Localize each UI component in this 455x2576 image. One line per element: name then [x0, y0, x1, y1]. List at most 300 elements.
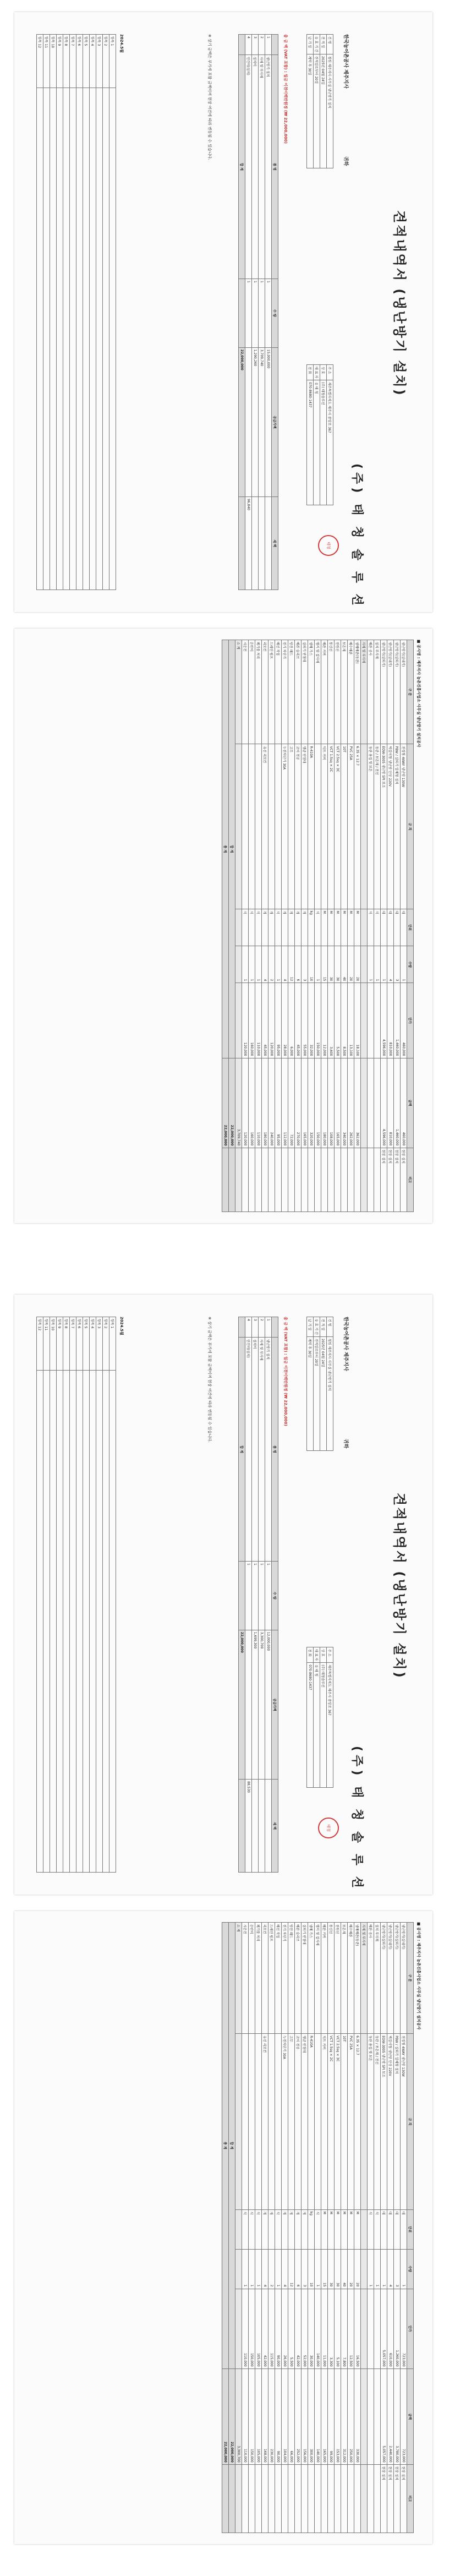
items-header-row [272, 35, 278, 590]
detail-cell: 동관 용접 및 보온 [368, 744, 374, 909]
detail-cell: 1 [374, 2249, 381, 2289]
detail-cell: 식 [255, 909, 262, 946]
detail-row [235, 640, 242, 1212]
detail-cell: 1 [249, 2249, 255, 2289]
detail-cell: 방진 패드 [288, 640, 295, 744]
detail-row [354, 1923, 361, 2533]
detail-cell: 30,000 [308, 2289, 315, 2368]
detail-cell: 1 [275, 946, 282, 983]
detail-cell: VCT 1.5sq × 2C [328, 2034, 335, 2209]
detail-cell: PVC 25A [348, 744, 354, 909]
detail-cell: 120,000 [242, 1058, 249, 1148]
detail-cell: 180,000 [262, 1058, 268, 1148]
detail-col-header: 비고 [407, 1148, 414, 1211]
detail-cell: 16,500 [354, 2289, 361, 2368]
side-row: 항목 4 [90, 1317, 96, 1873]
detail-cell: 1,260,000 [394, 2289, 401, 2368]
detail-col-header: 단가 [407, 2289, 414, 2368]
detail-cell: 250,000 [348, 2368, 354, 2464]
detail-row [288, 1923, 295, 2533]
quote-page-2 [14, 1295, 432, 1895]
detail-cell: 전원선 [335, 640, 341, 744]
detail-cell: 배선 작업 [275, 640, 282, 744]
detail-cell: 대 [394, 2209, 401, 2249]
quote-page-1 [14, 12, 432, 612]
detail-cell [368, 2464, 374, 2533]
detail-cell: 실외기 받침대 [301, 1923, 308, 2034]
detail-row [374, 640, 381, 1212]
detail-cell: 160,000 [249, 983, 255, 1058]
detail-cell [368, 1148, 374, 1211]
detail-cell: 10T [341, 744, 348, 909]
detail-cell: 3 [301, 946, 308, 983]
detail-cell: 천정형 4WAY 냉난방 130W [401, 744, 407, 909]
detail-cell: 2 [268, 946, 275, 983]
detail-cell: 6 [295, 946, 301, 983]
detail-cell: 리모컨 [262, 640, 268, 744]
detail-cell: 1 [249, 946, 255, 983]
detail-row [387, 640, 394, 1212]
detail-cell [242, 2464, 249, 2533]
detail-cell: 723,000 [401, 2289, 407, 2368]
detail-cell [341, 2464, 348, 2533]
detail-row [282, 1923, 288, 2533]
side-row: 항목 11 [43, 1317, 50, 1873]
side-row: 항목 7 [70, 1317, 76, 1873]
detail-cell: 시운전 [242, 640, 249, 744]
detail-cell [361, 2034, 368, 2209]
total-value: 22,000,000 [222, 1058, 229, 1148]
company-seal: 태청 [318, 535, 339, 556]
detail-cell: 대 [401, 909, 407, 946]
detail-cell: 13,100 [348, 983, 354, 1058]
detail-cell: 1 [374, 946, 381, 983]
total-label: 합 계 [229, 1923, 235, 2369]
detail-cell: 6.35 × 12.7 [354, 744, 361, 909]
detail-cell: 99,000 [328, 2368, 335, 2464]
side-row: 항목 3 [96, 1317, 103, 1873]
detail-cell: 폐기물 처리 [255, 1923, 262, 2034]
detail-cell [374, 2464, 381, 2533]
detail-col-header: 금액 [407, 1058, 414, 1148]
detail-cell: 610,000 [387, 2289, 394, 2368]
detail-cell [235, 983, 242, 1058]
detail-cell [275, 2464, 282, 2533]
detail-cell [354, 1148, 361, 1211]
quote-items-table [238, 1317, 278, 1873]
detail-cell: M [348, 909, 354, 946]
detail-cell: 120,000 [268, 983, 275, 1058]
detail-cell: 105,000 [255, 2368, 262, 2464]
detail-cell [255, 1148, 262, 1211]
detail-cell: 3 [394, 2249, 401, 2289]
side-row: 항목 9 [57, 35, 63, 590]
detail-cell: 140,000 [315, 2289, 321, 2368]
detail-cell: 4 [282, 2249, 288, 2289]
detail-cell: 설치 부자재 [374, 1923, 381, 2034]
detail-cell: 현장 설치 [387, 1148, 394, 1211]
detail-row [394, 640, 401, 1212]
detail-cell: 6.35 × 12.7 [354, 2034, 361, 2209]
detail-cell: EOW-3005 냉난방 SPI 보조 [381, 744, 387, 909]
side-row: 항목 4 [90, 35, 96, 590]
detail-cell: 냉난방기(실외기) [381, 1923, 387, 2034]
side-row: 항목 12 [37, 1317, 43, 1873]
company-name: (주) 태 청 솔 루 션 [350, 1746, 364, 1891]
detail-cell: 7,800 [341, 2289, 348, 2368]
total-label: 총 계 [222, 1923, 229, 2369]
detail-cell [368, 1058, 374, 1148]
detail-cell [368, 2289, 374, 2368]
quote-page-1-content [14, 12, 432, 612]
detail-cell: 12 [288, 2249, 295, 2289]
detail-cell: 150,000 [249, 2368, 255, 2464]
detail-row [374, 1923, 381, 2533]
detail-row [315, 640, 321, 1212]
detail-cell: 90,000 [275, 2368, 282, 2464]
detail-cell: 95,000 [275, 983, 282, 1058]
detail-cell: 현장 설치 [401, 1148, 407, 1211]
detail-cell: 3,300 [328, 2289, 335, 2368]
item-row: 3 설치비 1 1,699,300 [252, 1317, 259, 1873]
detail-cell [354, 2464, 361, 2533]
detail-cell: 312,000 [341, 2368, 348, 2464]
detail-cell: 앵커 및 잡자재 [315, 640, 321, 744]
supplier-row: 전 화 070-8680-1437 [307, 365, 314, 505]
detail-cell: 30 [335, 2249, 341, 2289]
detail-cell: 5,500 [288, 2289, 295, 2368]
detail-cell: 드레인 펌프 [268, 1923, 275, 2034]
detail-cell: 108,000 [328, 1058, 335, 1148]
detail-cell [361, 909, 368, 946]
detail-cell: 동관 / 보온재 / 전선 [374, 2034, 381, 2209]
detail-cell: 26,000 [282, 2289, 288, 2368]
total-value: 22,000,000 [229, 2368, 235, 2464]
side-row: 항목 12 [37, 35, 43, 590]
detail-cell: 30 [328, 2249, 335, 2289]
detail-cell: 운반비 [249, 1923, 255, 2034]
detail-cell: 운반비 [249, 640, 255, 744]
detail-cell [361, 2209, 368, 2249]
detail-row [268, 1923, 275, 2533]
detail-cell [288, 1148, 295, 1211]
quote-items-table [238, 34, 278, 590]
detail-cell: 8,500 [341, 983, 348, 1058]
detail-cell: 고무 [288, 2034, 295, 2209]
col-header: 품 명 [272, 1338, 278, 1562]
detail-cell: 냉난방기(실내기) [401, 640, 407, 744]
detail-cell [315, 1148, 321, 1211]
detail-row [381, 640, 387, 1212]
detail-cell [249, 2464, 255, 2533]
detail-cell [235, 1148, 242, 1211]
detail-cell: 냉난방기(실외기) [381, 640, 387, 744]
recipient [343, 34, 350, 166]
detail-cell: 폐기물 처리 [255, 640, 262, 744]
detail-cell: 168,000 [262, 2368, 268, 2464]
detail-cell [328, 2464, 335, 2533]
recipient-name: 한국농어촌공사 제주지사 [343, 34, 348, 89]
detail-cell: 식 [249, 2209, 255, 2249]
detail-cell: 앵글 받침대 [301, 2034, 308, 2209]
detail-cell: 3 [301, 2249, 308, 2289]
detail-cell: 대 [387, 2209, 394, 2249]
col-header: 공급가액 [272, 347, 278, 496]
detail-cell: 드레인 펌프 [268, 640, 275, 744]
detail-row [354, 640, 361, 1212]
detail-cell: 11,000 [321, 2289, 328, 2368]
detail-cell: 고무 [288, 744, 295, 909]
quote-title: 견적내역서 (냉난방기 설치) [392, 210, 407, 397]
detail-cell: 자재 및 부자재 [361, 640, 368, 744]
detail-cell: 150,000 [315, 983, 321, 1058]
detail-cell: 150,000 [249, 2289, 255, 2368]
detail-cell: 52,000 [301, 2289, 308, 2368]
col-header: 공급가액 [272, 1630, 278, 1779]
detail-cell [341, 1148, 348, 1211]
detail-col-header: 수량 [407, 2249, 414, 2289]
detail-cell: 벽걸이형 냉난방 단상 220V [387, 744, 394, 909]
detail-row [295, 1923, 301, 2533]
detail-cell: 3,600 [328, 983, 335, 1058]
detail-cell: M [335, 909, 341, 946]
detail-cell: 대 [381, 909, 387, 946]
detail-cell: 2,440,000 [387, 2368, 394, 2464]
detail-cell [321, 2464, 328, 2533]
item-row: 1 냉난방기 설치 1 15,000,000 [265, 35, 272, 590]
detail-cell: 165,000 [335, 1058, 341, 1148]
quote-info-table [306, 34, 333, 168]
side-row: 항목 11 [43, 35, 50, 590]
detail-cell: 723,000 [401, 2368, 407, 2464]
detail-row [321, 640, 328, 1212]
detail-cell [249, 1148, 255, 1211]
side-row: 항목 7 [70, 35, 76, 590]
detail-row [249, 1923, 255, 2533]
detail-cell [262, 1148, 268, 1211]
detail-row [255, 1923, 262, 2533]
detail-cell: 배수배관 [348, 640, 354, 744]
side-row: 항목 9 [57, 1317, 63, 1873]
detail-cell [275, 1148, 282, 1211]
detail-cell: 배관 슬리브 [295, 640, 301, 744]
detail-cell [374, 1058, 381, 1148]
detail-cell: 4 [262, 2249, 268, 2289]
detail-cell: 3,780,000 [394, 2368, 401, 2464]
detail-row [308, 640, 315, 1212]
detail-cell: 1 [242, 946, 249, 983]
items-header-row [272, 1317, 278, 1873]
side-row: 항목 8 [63, 35, 70, 590]
detail-cell: 330,000 [354, 2368, 361, 2464]
detail-cell: 방진 패드 [288, 1923, 295, 2034]
detail-cell: 배관 슬리브 [295, 1923, 301, 2034]
detail-cell [275, 2034, 282, 2209]
detail-cell: 4,596,000 [381, 1058, 387, 1148]
detail-row [387, 1923, 394, 2533]
detail-cell [255, 2034, 262, 2209]
detail-cell: 1,460,000 [394, 983, 401, 1058]
detail-cell: 설치 부자재 [374, 640, 381, 744]
detail-cell: 120,000 [242, 983, 249, 1058]
detail-heading: ■ 공사명 : 제주지사 농촌진흥사업소 사무실 냉난방기 설치공사 [416, 640, 421, 747]
detail-table [222, 640, 414, 1212]
detail-cell: 식 [374, 909, 381, 946]
detail-row [301, 640, 308, 1212]
side-label: 2024.5월 [119, 1317, 124, 1335]
detail-cell: 165,000 [321, 2368, 328, 2464]
detail-cell: 4 [282, 946, 288, 983]
detail-cell [361, 744, 368, 909]
detail-cell: 10 [308, 2249, 315, 2289]
side-row: 항목 10 [50, 35, 57, 590]
detail-cell: 전원선 [335, 1923, 341, 2034]
detail-cell: 현장 설치 [381, 2464, 387, 2533]
detail-cell [374, 983, 381, 1058]
detail-cell: 개 [268, 909, 275, 946]
detail-cell: 72,000 [288, 1058, 295, 1148]
detail-cell: 110,000 [255, 983, 262, 1058]
detail-cell [361, 983, 368, 1058]
detail-cell [242, 744, 249, 909]
detail-cell: 4 [387, 2249, 394, 2289]
detail-row [249, 640, 255, 1212]
detail-cell: VCT 1.5sq × 2C [328, 744, 335, 909]
detail-cell: 1 [255, 946, 262, 983]
detail-cell: 냉난방기(실외기) [394, 640, 401, 744]
detail-cell: 덕트 커버 [321, 744, 328, 909]
detail-cell: 30 [335, 946, 341, 983]
detail-cell: 5,057,000 [381, 2289, 387, 2368]
detail-cell: 6,000 [288, 983, 295, 1058]
amount-note: 총 금 액 (VAT 포함) : 일금 이천이백만원정 (₩ 22,000,000) [283, 1317, 288, 1426]
detail-cell [315, 2034, 321, 2209]
detail-cell: PVC 25A [348, 2034, 354, 2209]
side-table [36, 34, 116, 590]
detail-row [341, 640, 348, 1212]
detail-cell: 150,000 [315, 1058, 321, 1148]
detail-cell: 230,000 [268, 2368, 275, 2464]
detail-cell: 전기 차단기 [282, 1923, 288, 2034]
detail-cell [308, 2464, 315, 2533]
detail-cell: 5,100 [335, 2289, 341, 2368]
detail-cell: 115,000 [268, 2289, 275, 2368]
detail-cell: 460,000 [401, 1058, 407, 1148]
detail-row [361, 640, 368, 1212]
detail-cell: 1 [368, 2249, 374, 2289]
detail-cell: 동관 / 보온재 / 전선 [374, 744, 381, 909]
detail-col-header: 규 격 [407, 2034, 414, 2209]
detail-cell: 리모컨 [262, 1923, 268, 2034]
side-row: 항목 6 [76, 1317, 83, 1873]
detail-cell: 4,596,000 [381, 983, 387, 1058]
detail-cell: 대 [387, 909, 394, 946]
info-row: 건 명 청원 제주지사 사무실 냉난방기 설치 [327, 35, 333, 168]
detail-cell: 18,100 [354, 983, 361, 1058]
detail-cell: 냉매 가스 [308, 640, 315, 744]
sum-row: 합 계 22,000,000 [239, 1317, 245, 1873]
detail-cell: 보온재 [341, 640, 348, 744]
detail-cell: 32,000 [308, 983, 315, 1058]
detail-col-header: 금액 [407, 2368, 414, 2464]
detail-cell: 보온재 [341, 1923, 348, 2034]
detail-cell: kg [308, 2209, 315, 2249]
detail-col-header: 단위 [407, 909, 414, 946]
detail-cell [315, 2464, 321, 2533]
detail-cell: 42,000 [262, 2289, 268, 2368]
detail-cell: M [328, 909, 335, 946]
detail-total-row [222, 1923, 229, 2533]
detail-cell [295, 1148, 301, 1211]
detail-row [361, 1923, 368, 2533]
detail-col-header: 단위 [407, 2209, 414, 2249]
info-row: 유 효 기 간 견적일로부터 20일 [314, 1317, 320, 1451]
detail-cell: 배관 공사 [368, 1923, 374, 2034]
detail-cell: 6 [295, 2249, 301, 2289]
detail-cell [301, 2464, 308, 2533]
detail-cell: VCT 2.5sq × 3C [335, 2034, 341, 2209]
detail-col-header: 수량 [407, 946, 414, 983]
detail-cell [249, 744, 255, 909]
detail-heading: ■ 공사명 : 제주지사 농촌진흥사업소 사무실 냉난방기 설치공사 [416, 1922, 421, 2030]
detail-cell: 누전차단기 30A [282, 2034, 288, 2209]
detail-cell: 320,000 [308, 1058, 315, 1148]
detail-cell: M [341, 2209, 348, 2249]
detail-cell: 식 [315, 909, 321, 946]
detail-header-row [407, 640, 414, 1212]
detail-row [282, 640, 288, 1212]
sum-row: 합 계 22,000,000 [239, 35, 245, 590]
supplier-row: 상 호 (주) 태청솔루션 [320, 1647, 327, 1788]
detail-cell [328, 1148, 335, 1211]
detail-cell: 식 [315, 2209, 321, 2249]
detail-cell: 자재 및 부자재 [361, 1923, 368, 2034]
side-row: 항목 6 [76, 35, 83, 590]
info-row: 건 명 청원 제주지사 사무실 냉난방기 설치 [327, 1317, 333, 1451]
detail-cell: PBW / 실외기 일체형 설치 [394, 2034, 401, 2209]
detail-cell: 배선 작업 [275, 1923, 282, 2034]
detail-cell: 4 [387, 946, 394, 983]
detail-cell: 개 [268, 2209, 275, 2249]
item-row: 4 인건비(설치) 1 88,530 [245, 1317, 252, 1873]
detail-cell: 810,000 [387, 983, 394, 1058]
detail-cell: 20 [348, 2249, 354, 2289]
detail-row [308, 1923, 315, 2533]
detail-cell [361, 2289, 368, 2368]
detail-row [242, 1923, 249, 2533]
detail-cell: 2 [268, 2249, 275, 2289]
detail-cell: 식 [368, 2209, 374, 2249]
detail-cell: 냉난방기(실내기) [401, 1923, 407, 2034]
detail-cell: R-410A [308, 744, 315, 909]
supplier-row: 주 소 제주특별자치도 제주시 중앙로 367 [327, 1647, 333, 1788]
detail-cell: 262,000 [348, 1058, 354, 1148]
detail-cell [288, 2464, 295, 2533]
detail-row [328, 640, 335, 1212]
item-row: 3 설치비 1 1,290,260 [252, 35, 259, 590]
supplier-row: 대 표 자 유 태 청 [314, 365, 320, 505]
detail-cell: 45,000 [295, 983, 301, 1058]
info-row: 견 적 일 2025년 04월 24일 [320, 35, 327, 168]
col-header: 수 량 [272, 1562, 278, 1630]
detail-cell: 4 [262, 946, 268, 983]
detail-cell: 개 [262, 2209, 268, 2249]
side-row: 항목 1 [109, 1317, 116, 1873]
recipient-suffix: 귀하 [343, 1438, 348, 1449]
supplier-row: 주 소 제주특별자치도 제주시 중앙로 367 [327, 365, 333, 505]
detail-cell [368, 983, 374, 1058]
side-row: 항목 2 [103, 1317, 109, 1873]
